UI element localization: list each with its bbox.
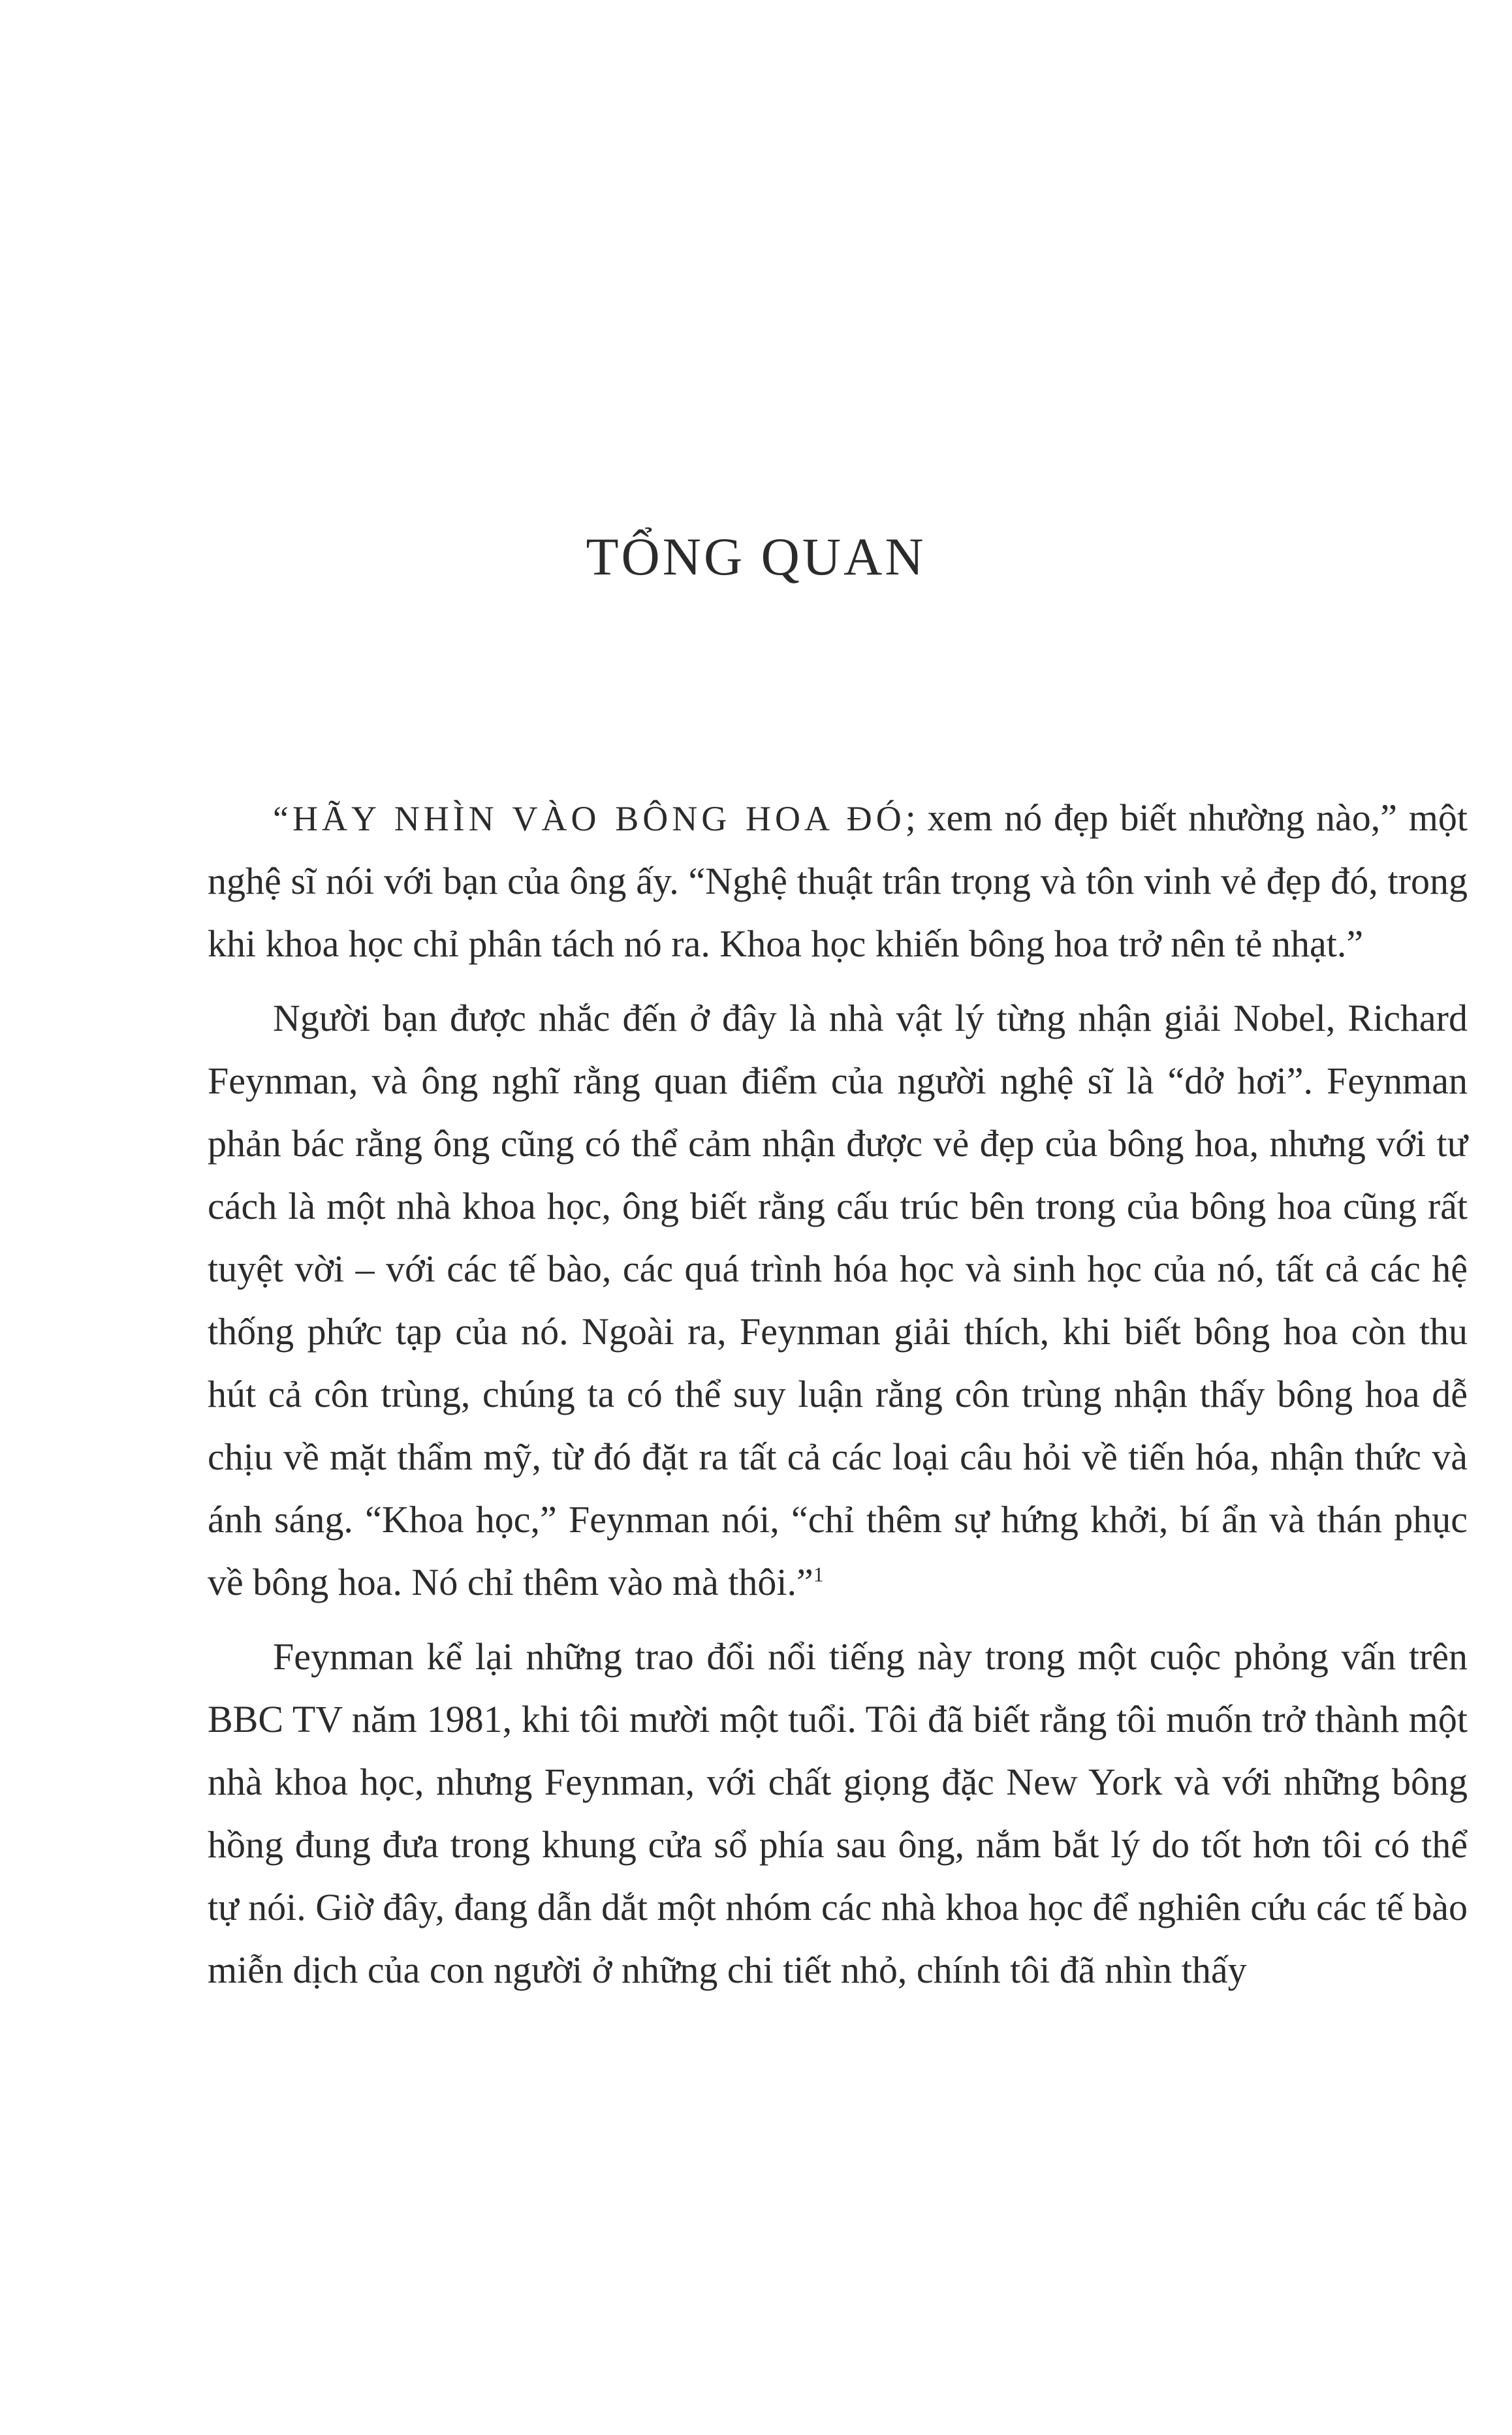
paragraph-2-text: Người bạn được nhắc đến ở đây là nhà vật lý từng nhận giải Nobel, Richard Feynman, và ông nghĩ rằng quan điểm của người nghệ sĩ là “dở hơi”. Feynman phản bác rằng ông cũng có thể cảm nhận được vẻ đẹp của bông hoa, nhưng với tư cách là một nhà khoa học, ông biết rằng cấu trúc bên trong của bông hoa cũng rất tuyệt vời – với các tế bào, các quá trình hóa học và sinh học của nó, tất cả các hệ thống phức tạp của nó. Ngoài ra, Feynman giải thích, khi biết bông hoa còn thu hút cả côn trùng, chúng ta có thể suy luận rằng côn trùng nhận thấy bông hoa dễ chịu về mặt thẩm mỹ, từ đó đặt ra tất cả các loại câu hỏi về tiến hóa, nhận thức và ánh sáng. “Khoa học,” Feynman nói, “chỉ thêm sự hứng khởi, bí ẩn và thán phục về bông hoa. Nó chỉ thêm vào mà thôi.” <box>208 997 1468 1603</box>
paragraph-3 <box>208 1626 1468 2002</box>
chapter-title: TỔNG QUAN <box>586 527 926 586</box>
paragraph-3-text: Feynman kể lại những trao đổi nổi tiếng này trong một cuộc phỏng vấn trên BBC TV năm 1981, khi tôi mười một tuổi. Tôi đã biết rằng tôi muốn trở thành một nhà khoa học, nhưng Feynman, với chất giọng đặc New York và với những bông hồng đung đưa trong khung cửa sổ phía sau ông, nắm bắt lý do tốt hơn tôi có thể tự nói. Giờ đây, đang dẫn dắt một nhóm các nhà khoa học để nghiên cứu các tế bào miễn dịch của con người ở những chi tiết nhỏ, chính tôi đã nhìn thấy <box>208 1635 1468 1991</box>
opening-smallcaps: “HÃY NHÌN VÀO BÔNG HOA ĐÓ <box>273 799 906 838</box>
paragraph-2 <box>208 987 1468 1614</box>
body-text <box>208 787 1468 2002</box>
paragraph-1-text: ; xem nó đẹp biết nhường nào,” một nghệ sĩ nói với bạn của ông ấy. “Nghệ thuật trân trọng và tôn vinh vẻ đẹp đó, trong khi khoa học chỉ phân tách nó ra. Khoa học khiến bông hoa trở nên tẻ nhạt.” <box>208 796 1468 965</box>
footnote-marker[interactable]: 1 <box>813 1562 824 1586</box>
paragraph-1 <box>208 787 1468 975</box>
